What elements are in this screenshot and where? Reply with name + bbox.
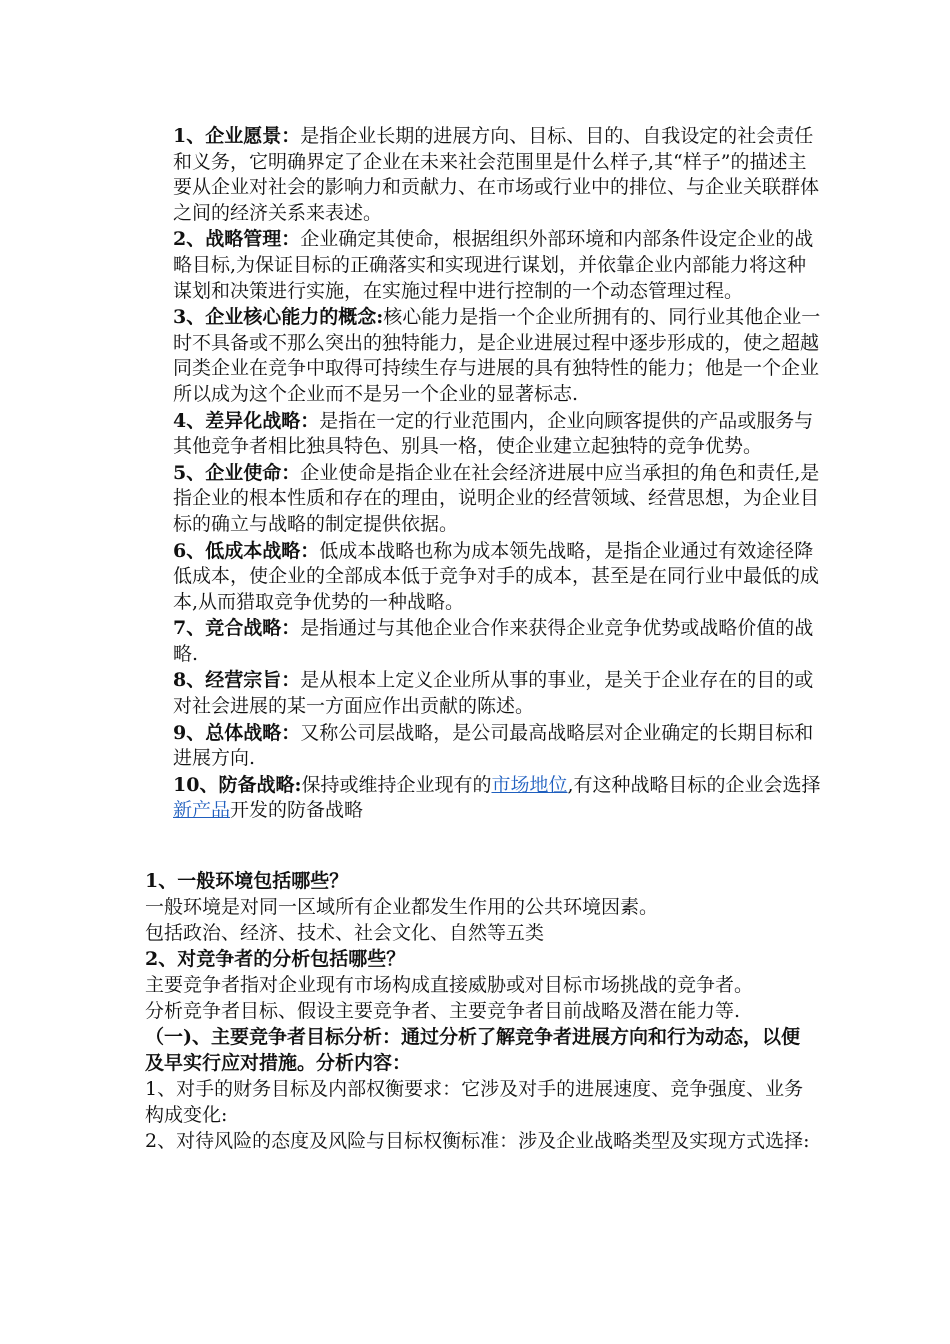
definition-term: 7、竞合战略 bbox=[173, 617, 282, 640]
definition-term: 2、战略管理 bbox=[173, 228, 282, 251]
answer-paragraph: 1、对手的财务目标及内部权衡要求：它涉及对手的进展速度、竞争强度、业务构成变化: bbox=[145, 1078, 804, 1126]
answer-paragraph: 分析竞争者目标、假设主要竞争者、主要竞争者目前战略及潜在能力等. bbox=[145, 1000, 741, 1022]
definition-text: 是从根本上定义企业所从事的事业，是关于企业存在的目的或对社会进展的某一方面应作出贡献的陈述。 bbox=[173, 669, 814, 718]
answer-paragraph: 包括政治、经济、技术、社会文化、自然等五类 bbox=[145, 922, 545, 944]
definition-1: 1、企业愿景：是指企业长期的进展方向、目标、目的、自我设定的社会责任和义务，它明确界定了企业在未来社会范围里是什么样子,其“样子”的描述主要从企业对社会的影响力和贡献力、在市场或行业中的排位、与企业关联群体之间的经济关系来表述。 bbox=[173, 125, 820, 224]
definition-text: 是指在一定的行业范围内，企业向顾客提供的产品或服务与其他竞争者相比独具特色、别具一格，使企业建立起独特的竞争优势。 bbox=[173, 409, 814, 458]
question-heading: 1、一般环境包括哪些？ bbox=[145, 870, 349, 892]
definition-text: 又称公司层战略，是公司最高战略层对企业确定的长期目标和进展方向. bbox=[173, 721, 814, 770]
subsection-heading: （一)、主要竞争者目标分析：通过分析了解竞争者进展方向和行为动态，以便及早实行应对措施。分析内容： bbox=[145, 1026, 800, 1074]
definition-term: 8、经营宗旨 bbox=[173, 669, 282, 692]
definition-5: 5、企业使命：企业使命是指企业在社会经济进展中应当承担的角色和责任,是指企业的根本性质和存在的理由，说明企业的经营领域、经营思想，为企业目标的确立与战略的制定提供依据。 bbox=[173, 461, 820, 535]
definition-text: 是指通过与其他企业合作来获得企业竞争优势或战略价值的战略. bbox=[173, 617, 814, 665]
definition-term: 9、总体战略 bbox=[173, 721, 282, 744]
question-heading: 2、对竞争者的分析包括哪些？ bbox=[145, 948, 406, 970]
definition-text: 核心能力是指一个企业所拥有的、同行业其他企业一时不具备或不那么突出的独特能力，是企业进展过程中逐步形成的，使之超越同类企业在竞争中取得可持续生存与进展的具有独特性的能力；他是一个企业所以成为这个企业而不是另一个企业的显著标志. bbox=[173, 306, 821, 405]
questions-section bbox=[145, 868, 815, 1154]
definition-term: 6、低成本战略 bbox=[173, 539, 301, 562]
definition-4: 4、差异化战略：是指在一定的行业范围内，企业向顾客提供的产品或服务与其他竞争者相比独具特色、别具一格，使企业建立起独特的竞争优势。 bbox=[173, 409, 814, 458]
definitions-section bbox=[173, 124, 823, 825]
definition-term: 5、企业使命 bbox=[173, 461, 282, 484]
definition-term: 4、差异化战略 bbox=[173, 409, 301, 432]
answer-paragraph: 2、对待风险的态度及风险与目标权衡标准：涉及企业战略类型及实现方式选择: bbox=[145, 1130, 810, 1152]
definition-term: 10、防备战略: bbox=[173, 773, 302, 796]
definition-2: 2、战略管理：企业确定其使命，根据组织外部环境和内部条件设定企业的战略目标,为保证目标的正确落实和实现进行谋划，并依靠企业内部能力将这种谋划和决策进行实施，在实施过程中进行控制的一个动态管理过程。 bbox=[173, 228, 814, 302]
definition-10: 10、防备战略:保持或维持企业现有的市场地位,有这种战略目标的企业会选择新产品开发的防备战略 bbox=[173, 773, 821, 822]
definition-9: 9、总体战略：又称公司层战略，是公司最高战略层对企业确定的长期目标和进展方向. bbox=[173, 721, 814, 770]
definition-7: 7、竞合战略：是指通过与其他企业合作来获得企业竞争优势或战略价值的战略. bbox=[173, 617, 814, 665]
definition-text: 是指企业长期的进展方向、目标、目的、自我设定的社会责任和义务，它明确界定了企业在未来社会范围里是什么样子,其“样子”的描述主要从企业对社会的影响力和贡献力、在市场或行业中的排位、与企业关联群体之间的经济关系来表述。 bbox=[173, 125, 820, 224]
answer-paragraph: 主要竞争者指对企业现有市场构成直接威胁或对目标市场挑战的竞争者。 bbox=[145, 974, 754, 996]
definition-text: 企业使命是指企业在社会经济进展中应当承担的角色和责任,是指企业的根本性质和存在的理由，说明企业的经营领域、经营思想，为企业目标的确立与战略的制定提供依据。 bbox=[173, 461, 820, 535]
definition-text: 企业确定其使命，根据组织外部环境和内部条件设定企业的战略目标,为保证目标的正确落实和实现进行谋划，并依靠企业内部能力将这种谋划和决策进行实施，在实施过程中进行控制的一个动态管理过程。 bbox=[173, 228, 814, 302]
market-position-link[interactable]: 市场地位 bbox=[491, 773, 568, 796]
definition-6: 6、低成本战略：低成本战略也称为成本领先战略，是指企业通过有效途径降低成本，使企业的全部成本低于竞争对手的成本，甚至是在同行业中最低的成本,从而猎取竞争优势的一种战略。 bbox=[173, 539, 820, 613]
definition-term: 1、企业愿景 bbox=[173, 125, 282, 147]
definition-3: 3、企业核心能力的概念:核心能力是指一个企业所拥有的、同行业其他企业一时不具备或不那么突出的独特能力，是企业进展过程中逐步形成的，使之超越同类企业在竞争中取得可持续生存与进展的具有独特性的能力；他是一个企业所以成为这个企业而不是另一个企业的显著标志. bbox=[173, 306, 821, 405]
definition-term: 3、企业核心能力的概念 bbox=[173, 306, 377, 329]
new-product-link[interactable]: 新产品 bbox=[173, 799, 231, 822]
definition-text: 低成本战略也称为成本领先战略，是指企业通过有效途径降低成本，使企业的全部成本低于竞争对手的成本，甚至是在同行业中最低的成本,从而猎取竞争优势的一种战略。 bbox=[173, 539, 820, 613]
answer-paragraph: 一般环境是对同一区域所有企业都发生作用的公共环境因素。 bbox=[145, 896, 659, 918]
definition-8: 8、经营宗旨：是从根本上定义企业所从事的事业，是关于企业存在的目的或对社会进展的某一方面应作出贡献的陈述。 bbox=[173, 669, 814, 718]
